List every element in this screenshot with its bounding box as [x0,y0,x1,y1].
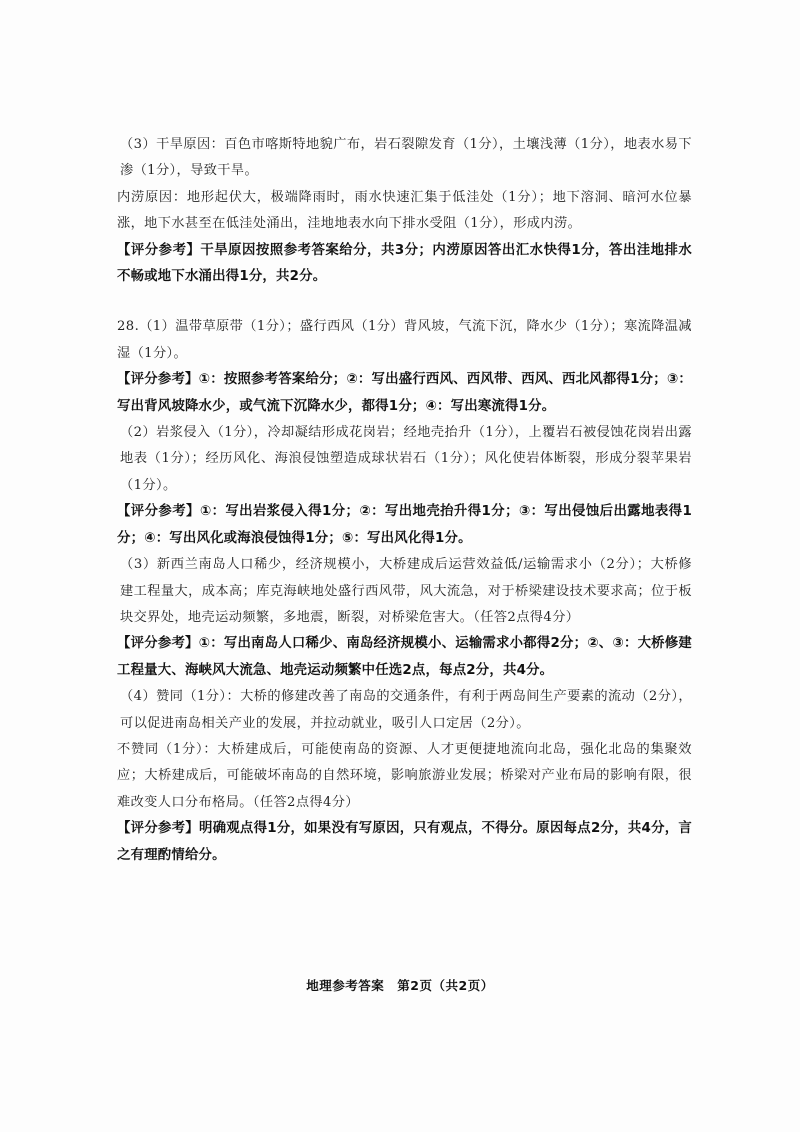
q28-3-scoring-reference: 【评分参考】①：写出南岛人口稀少、南岛经济规模小、运输需求小都得2分；②、③：大桥修建工程量大、海峡风大流急、地壳运动频繁中任选2点，每点2分，共4分。 [117,636,692,678]
q27-3-waterlogging-answer: 内涝原因：地形起伏大，极端降雨时，雨水快速汇集于低洼处（1分）；地下溶洞、暗河水位暴涨，地下水甚至在低洼处涌出，洼地地表水向下排水受阻（1分），形成内涝。 [117,189,692,232]
q28-1-scoring-reference: 【评分参考】①：按照参考答案给分；②：写出盛行西风、西风带、西风、西北风都得1分；③：写出背风坡降水少，或气流下沉降水少，都得1分；④：写出寒流得1分。 [117,372,692,414]
q28-2-answer: （2）岩浆侵入（1分），冷却凝结形成花岗岩；经地壳抬升（1分），上覆岩石被侵蚀花岗岩出露地表（1分）；经历风化、海浪侵蚀塑造成球状岩石（1分）；风化使岩体断裂，形成分裂苹果岩（1分）。 [120,425,692,493]
q27-3-scoring-reference: 【评分参考】干旱原因按照参考答案给分，共3分；内涝原因答出汇水快得1分，答出洼地排水不畅或地下水涌出得1分，共2分。 [117,242,692,285]
q28-3-answer: （3）新西兰南岛人口稀少，经济规模小，大桥建成后运营效益低/运输需求小（2分）；大桥修建工程量大，成本高；库克海峡地处盛行西风带，风大流急，对于桥梁建设技术要求高；位于板块交界处，地壳运动频繁，多地震，断裂，对桥梁危害大。（任答2点得4分） [120,557,692,625]
q28-4-scoring-reference: 【评分参考】明确观点得1分，如果没有写原因，只有观点，不得分。原因每点2分，共4分，言之有理酌情给分。 [117,821,692,863]
answer-content [117,132,692,869]
q28-4-disagree-answer: 不赞同（1分）：大桥建成后，可能使南岛的资源、人才更便捷地流向北岛，强化北岛的集聚效应；大桥建成后，可能破坏南岛的自然环境，影响旅游业发展；桥梁对产业布局的影响有限，很难改变人口分布格局。（任答2点得4分） [117,741,692,810]
q27-3-drought-answer: （3）干旱原因：百色市喀斯特地貌广布，岩石裂隙发育（1分），土壤浅薄（1分），地表水易下渗（1分），导致干旱。 [120,137,692,179]
page-footer: 地理参考答案 第2页（共2页） [306,978,494,993]
section-spacer [117,290,692,314]
q28-2-scoring-reference: 【评分参考】①：写出岩浆侵入得1分；②：写出地壳抬升得1分；③：写出侵蚀后出露地表得1分；④：写出风化或海浪侵蚀得1分；⑤：写出风化得1分。 [117,504,692,546]
q28-1-answer: 28.（1）温带草原带（1分）；盛行西风（1分）背风坡，气流下沉，降水少（1分）；寒流降温减湿（1分）。 [117,319,692,361]
q28-4-agree-answer: （4）赞同（1分）：大桥的修建改善了南岛的交通条件，有利于两岛间生产要素的流动（2分），可以促进南岛相关产业的发展，并拉动就业，吸引人口定居（2分）。 [120,689,692,731]
